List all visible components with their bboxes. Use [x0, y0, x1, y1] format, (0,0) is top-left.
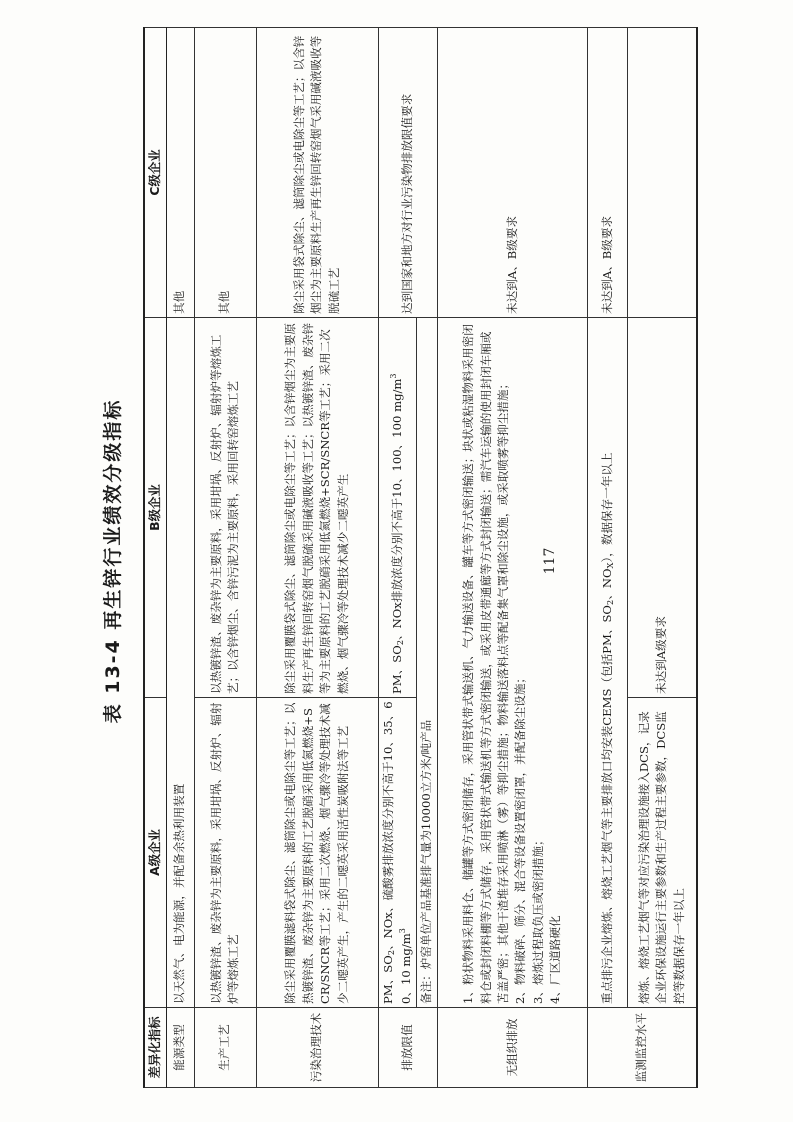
grade-b-cell: 以热镀锌渣、废杂锌为主要原料，采用坩埚、反射炉、辐射炉等熔炼工艺；以含锌烟尘、含锌污泥为主要原料，采用回转窑熔炼工艺	[194, 318, 256, 698]
grade-ab-cell	[437, 318, 587, 1008]
indicator-cell: 生产工艺	[194, 1008, 256, 1088]
header-grade-b: B级企业	[144, 318, 166, 698]
header-grade-c: C级企业	[144, 28, 166, 318]
row-monitoring-level-dcs	[627, 28, 697, 1088]
row-energy-type	[166, 28, 194, 1088]
row-pollution-control	[256, 28, 378, 1088]
table-title: 表 13-4 再生锌行业绩效分级指标	[102, 398, 124, 724]
grade-b-cell: 未达到A级要求	[627, 318, 697, 698]
row-emission-limits	[378, 28, 417, 1088]
grade-a-cell: 除尘采用覆膜滤料袋式除尘、滤筒除尘或电除尘等工艺；以热镀锌渣、废杂锌为主要原料的工艺脱硝采用低氮燃烧+SCR/SNCR等工艺；采用二次燃烧、烟气骤冷等处理技术减少二噁英产生，产生的二噁英采用活性炭吸附法等工艺	[256, 698, 378, 1008]
emission-limit-a: PM、$SO_2$、NOx、硫酸雾排放浓度分别不高于10、35、60、10 $mg/m^3$	[380, 701, 414, 1004]
grade-c-cell: 其他	[166, 28, 194, 318]
page-number: 117	[542, 547, 558, 575]
performance-grading-table	[143, 27, 698, 1088]
indicator-cell: 监测监控水平	[587, 1008, 697, 1088]
row-monitoring-level-cems	[587, 28, 627, 1088]
header-grade-a: A级企业	[144, 698, 166, 1008]
grade-c-cell: 未达到A、B级要求	[587, 28, 627, 318]
indicator-cell: 能源类型	[166, 1008, 194, 1088]
header-indicator: 差异化指标	[144, 1008, 166, 1088]
grade-b-cell: 除尘采用覆膜袋式除尘、滤筒除尘或电除尘等工艺；以含锌烟尘为主要原料生产再生锌回转窑烟气脱硫采用碱液吸收等工艺；以热镀锌渣、废杂锌等为主要原料的工艺脱硝采用低氮燃烧+SCR/SNCR等工艺；采用二次燃烧、烟气骤冷等处理技术减少二噁英产生	[256, 318, 378, 698]
row-production-process	[194, 28, 256, 1088]
emission-note: 备注：炉窑单位产品基准排气量为10000立方米/吨产品	[417, 318, 437, 1008]
indicator-cell: 无组织排放	[437, 1008, 587, 1088]
fugitive-item-4: 4、厂区道路硬化	[548, 915, 563, 1004]
indicator-cell: 污染治理技术	[256, 1008, 378, 1088]
header-row	[144, 28, 166, 1088]
grade-a-cell	[378, 698, 417, 1008]
fugitive-item-3: 3、熔炼过程取负压或密闭措施；	[530, 834, 545, 1004]
grade-ab-cell: 重点排污企业熔炼、熔烧工艺烟气等主要排放口均安装CEMS（包括PM、$SO_2$、$NO_X$），数据保存一年以上	[587, 318, 627, 1008]
grade-b-cell: PM、$SO_2$、NOx排放浓度分别不高于10、100、100 $mg/m^3$	[378, 318, 417, 698]
grade-a-cell: 以热镀锌渣、废杂锌为主要原料，采用坩埚、反射炉、辐射炉等熔炼工艺	[194, 698, 256, 1008]
grade-c-cell: 未达到A、B级要求	[437, 28, 587, 318]
fugitive-item-1: 1、粉状物料采用料仓、储罐等方式密闭储存，采用管状带式输送机、气力输送设备、罐车等方式密闭输送；块状或粘湿物料采用密闭料仓或封闭料棚等方式储存，采用管状带式输送机等方式密闭输送，或采用皮带通廊等方式封闭输送；需汽车运输的使用封闭车厢或苫盖严密；其他干渣堆存采用喷淋（雾）等抑尘措施；物料输送落料点等配备集气罩和除尘设施，或采取喷雾等抑尘措施；	[461, 324, 510, 1004]
indicator-cell: 排放限值	[378, 1008, 437, 1088]
grade-c-cell: 除尘采用袋式除尘、滤筒除尘或电除尘等工艺；以含锌烟尘为主要原料生产再生锌回转窑烟气采用碱液吸收等脱硫工艺	[256, 28, 378, 318]
grade-a-cell: 熔炼、熔烧工艺烟气等对应污染治理设施接入DCS，记录企业环保设施运行主要参数和生产过程主要参数，DCS监控等数据保存一年以上	[627, 698, 697, 1008]
row-fugitive-emission	[437, 28, 587, 1088]
grade-c-cell: 其他	[194, 28, 256, 318]
grade-c-cell-empty	[627, 28, 697, 318]
grade-ab-cell: 以天然气、电为能源，并配备余热利用装置	[166, 318, 194, 1008]
fugitive-item-2: 2、物料破碎、筛分、混合等设备设置密闭罩，并配备除尘设施；	[513, 671, 528, 1004]
grade-c-cell: 达到国家和地方对行业污染物排放限值要求	[378, 28, 437, 318]
